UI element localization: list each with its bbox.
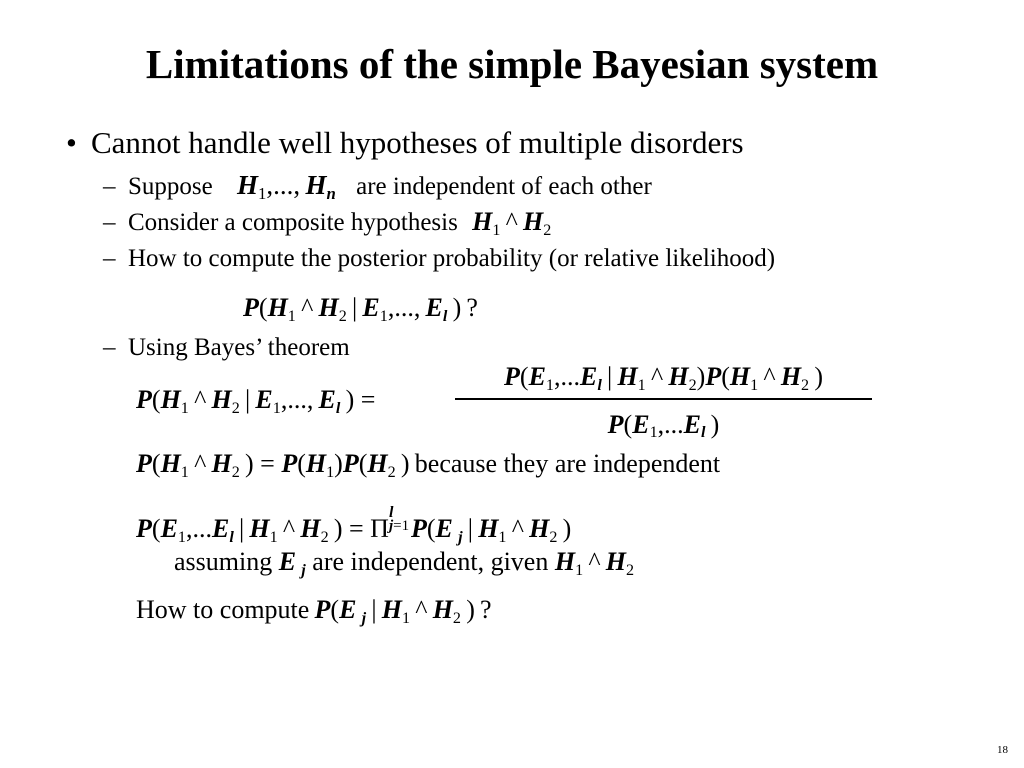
fraction-numerator: P(E1,...El | H1 ^ H2)P(H1 ^ H2 ) <box>504 362 823 394</box>
question-line: How to compute P(E j | H1 ^ H2 ) ? <box>136 595 492 627</box>
slide-title: Limitations of the simple Bayesian system <box>145 41 879 87</box>
dash: – <box>103 245 116 272</box>
assumption-line: assuming E j are independent, given H1 ^ H2 <box>174 547 635 579</box>
dash: – <box>103 209 116 236</box>
math-h1-hn: H1,..., Hn <box>236 170 336 203</box>
assumption-text: assuming <box>174 547 273 576</box>
equation-independence: P(H1 ^ H2 ) = P(H1)P(H2 ) because they are independent <box>136 449 721 481</box>
sub-bullet-suppose <box>103 170 652 203</box>
math-h1-and-h2: H1 ^ H2 <box>472 207 552 239</box>
dash: – <box>103 173 116 200</box>
equation-bayes-lhs: P(H1 ^ H2 | E1,..., El ) = <box>136 385 376 417</box>
sub-bullet-posterior <box>103 246 775 271</box>
bullet-main <box>66 127 744 158</box>
equation-posterior: P(H1 ^ H2 | E1,..., El ) ? <box>243 293 478 325</box>
bullet-symbol: • <box>66 125 77 160</box>
equation-note: because they are independent <box>414 449 721 478</box>
sub-text: Using Bayes’ theorem <box>128 334 350 361</box>
dash: – <box>103 334 116 361</box>
fraction-denominator: P(E1,...El ) <box>607 409 720 441</box>
fraction-bar <box>455 398 872 400</box>
sub-text: are independent of each other <box>356 173 652 200</box>
assumption-text: are independent, given <box>312 547 549 576</box>
bullet-main-text: Cannot handle well hypotheses of multiple disorders <box>91 125 744 160</box>
sub-bullet-composite <box>103 207 552 239</box>
equation-product: P(E1,...El | H1 ^ H2 ) = Π l j=1 P(E j | H1 ^ H2 ) <box>136 504 572 546</box>
sub-text: Consider a composite hypothesis <box>128 209 458 236</box>
sub-text: Suppose <box>128 173 213 200</box>
page-number: 18 <box>997 744 1008 756</box>
sub-text: How to compute the posterior probability (or relative likelihood) <box>128 245 776 272</box>
equation-bayes-fraction <box>455 362 872 440</box>
sub-bullet-bayes <box>103 335 350 360</box>
question-text: How to compute <box>136 595 310 624</box>
